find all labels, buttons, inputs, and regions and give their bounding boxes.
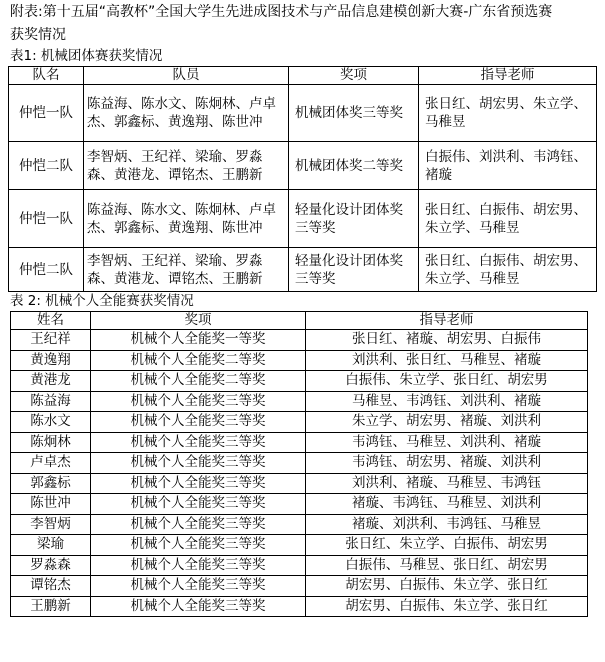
advisors-cell: 张日红、白振伟、胡宏男、朱立学、马稚昱 <box>419 190 597 248</box>
advisors-cell: 张日红、白振伟、胡宏男、朱立学、马稚昱 <box>419 248 597 292</box>
table-row <box>11 453 588 474</box>
table-row <box>11 473 588 494</box>
award-cell: 机械个人全能奖三等奖 <box>91 391 306 412</box>
members-cell: 李智炳、王纪祥、梁瑜、罗淼森、黄港龙、谭铭杰、王鹏新 <box>84 248 289 292</box>
advisors-cell: 韦鸿钰、马稚昱、刘洪利、褚璇 <box>306 432 588 453</box>
table-header-row <box>9 67 597 85</box>
name-cell: 卢卓杰 <box>11 453 91 474</box>
award-cell: 机械个人全能奖三等奖 <box>91 473 306 494</box>
advisors-cell: 白振伟、马稚昱、张日红、胡宏男 <box>306 555 588 576</box>
award-cell: 机械个人全能奖二等奖 <box>91 350 306 371</box>
award-cell: 机械个人全能奖三等奖 <box>91 494 306 515</box>
team-cell: 仲恺二队 <box>9 142 84 190</box>
name-cell: 郭鑫标 <box>11 473 91 494</box>
table-header-row <box>11 312 588 330</box>
header-name: 姓名 <box>11 312 91 330</box>
table-row <box>11 391 588 412</box>
award-cell: 机械个人全能奖三等奖 <box>91 514 306 535</box>
header-team: 队名 <box>9 67 84 85</box>
advisors-cell: 韦鸿钰、胡宏男、褚璇、刘洪利 <box>306 453 588 474</box>
title-line-1: 附表:第十五届“高教杯”全国大学生先进成图技术与产品信息建模创新大赛-广东省预选赛 <box>10 4 553 20</box>
team-cell: 仲恺一队 <box>9 85 84 142</box>
team-cell: 仲恺一队 <box>9 190 84 248</box>
advisors-cell: 刘洪利、褚璇、马稚昱、韦鸿钰 <box>306 473 588 494</box>
award-cell: 机械个人全能奖三等奖 <box>91 453 306 474</box>
title-line-2: 获奖情况 <box>10 27 66 43</box>
team-cell: 仲恺二队 <box>9 248 84 292</box>
award-cell: 机械个人全能奖三等奖 <box>91 596 306 617</box>
name-cell: 王鹏新 <box>11 596 91 617</box>
award-cell: 机械个人全能奖三等奖 <box>91 555 306 576</box>
award-cell: 机械个人全能奖一等奖 <box>91 330 306 351</box>
name-cell: 陈世冲 <box>11 494 91 515</box>
award-cell: 机械团体奖三等奖 <box>289 85 419 142</box>
award-cell: 机械个人全能奖三等奖 <box>91 535 306 556</box>
name-cell: 李智炳 <box>11 514 91 535</box>
members-cell: 陈益海、陈水文、陈炯林、卢卓杰、郭鑫标、黄逸翔、陈世冲 <box>84 85 289 142</box>
header-award: 奖项 <box>91 312 306 330</box>
advisors-cell: 白振伟、朱立学、张日红、胡宏男 <box>306 371 588 392</box>
team-awards-table <box>8 66 597 292</box>
table-row <box>11 371 588 392</box>
table-row <box>9 85 597 142</box>
table-row <box>11 535 588 556</box>
table-row <box>11 350 588 371</box>
header-members: 队员 <box>84 67 289 85</box>
table-row <box>11 412 588 433</box>
name-cell: 梁瑜 <box>11 535 91 556</box>
award-cell: 机械个人全能奖三等奖 <box>91 576 306 597</box>
document-title <box>10 1 599 47</box>
name-cell: 黄逸翔 <box>11 350 91 371</box>
table-row <box>11 432 588 453</box>
table-row <box>11 555 588 576</box>
header-advisors: 指导老师 <box>306 312 588 330</box>
table-row <box>11 330 588 351</box>
name-cell: 陈炯林 <box>11 432 91 453</box>
advisors-cell: 褚璇、刘洪利、韦鸿钰、马稚昱 <box>306 514 588 535</box>
advisors-cell: 胡宏男、白振伟、朱立学、张日红 <box>306 596 588 617</box>
table1-caption: 表1: 机械团体赛获奖情况 <box>10 48 163 64</box>
award-cell: 轻量化设计团体奖三等奖 <box>289 248 419 292</box>
advisors-cell: 张日红、朱立学、白振伟、胡宏男 <box>306 535 588 556</box>
award-cell: 机械个人全能奖二等奖 <box>91 371 306 392</box>
name-cell: 谭铭杰 <box>11 576 91 597</box>
advisors-cell: 张日红、褚璇、胡宏男、白振伟 <box>306 330 588 351</box>
name-cell: 罗淼森 <box>11 555 91 576</box>
table-row <box>9 190 597 248</box>
table-row <box>11 514 588 535</box>
name-cell: 陈益海 <box>11 391 91 412</box>
individual-awards-table <box>10 311 588 617</box>
advisors-cell: 白振伟、刘洪利、韦鸿钰、褚璇 <box>419 142 597 190</box>
table-row <box>11 576 588 597</box>
name-cell: 陈水文 <box>11 412 91 433</box>
award-cell: 机械团体奖二等奖 <box>289 142 419 190</box>
document-page <box>0 1 605 662</box>
advisors-cell: 胡宏男、白振伟、朱立学、张日红 <box>306 576 588 597</box>
members-cell: 陈益海、陈水文、陈炯林、卢卓杰、郭鑫标、黄逸翔、陈世冲 <box>84 190 289 248</box>
header-award: 奖项 <box>289 67 419 85</box>
table-row <box>9 248 597 292</box>
table-row <box>9 142 597 190</box>
advisors-cell: 张日红、胡宏男、朱立学、马稚昱 <box>419 85 597 142</box>
table2-caption: 表 2: 机械个人全能赛获奖情况 <box>10 293 194 309</box>
name-cell: 王纪祥 <box>11 330 91 351</box>
award-cell: 轻量化设计团体奖三等奖 <box>289 190 419 248</box>
award-cell: 机械个人全能奖三等奖 <box>91 432 306 453</box>
header-advisors: 指导老师 <box>419 67 597 85</box>
table-row <box>11 596 588 617</box>
members-cell: 李智炳、王纪祥、梁瑜、罗淼森、黄港龙、谭铭杰、王鹏新 <box>84 142 289 190</box>
table-row <box>11 494 588 515</box>
advisors-cell: 刘洪利、张日红、马稚昱、褚璇 <box>306 350 588 371</box>
advisors-cell: 褚璇、韦鸿钰、马稚昱、刘洪利 <box>306 494 588 515</box>
advisors-cell: 朱立学、胡宏男、褚璇、刘洪利 <box>306 412 588 433</box>
advisors-cell: 马稚昱、韦鸿钰、刘洪利、褚璇 <box>306 391 588 412</box>
award-cell: 机械个人全能奖三等奖 <box>91 412 306 433</box>
name-cell: 黄港龙 <box>11 371 91 392</box>
